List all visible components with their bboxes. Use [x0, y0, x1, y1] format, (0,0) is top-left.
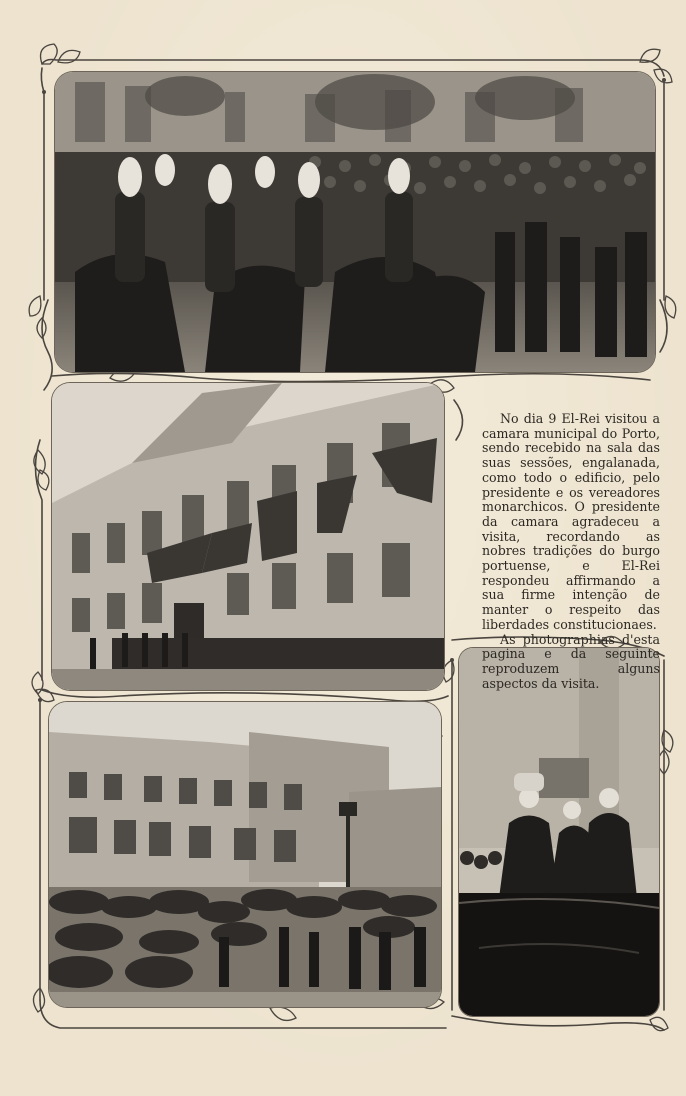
caption-paragraph-visit: No dia 9 El-Rei visitou a camara municipal do Porto, sendo recebido na sala das suas sessões, engalanada, como todo o edificio, pelo presidente e os vereadores monarchicos. O presidente da camara agradeceu a visita, recordando as nobres tradições do burgo portuense, e El-Rei respondeu affirmando a sua firme intenção de manter o respeito das liberdades constitucionaes. — [482, 411, 660, 632]
photo-town-hall-facade — [52, 383, 444, 690]
photo-square-umbrellas — [49, 702, 441, 1007]
caption-paragraph-photographs: As photographias d'esta pagina e da seguinte reproduzem alguns aspectos da visita. — [482, 631, 660, 691]
article-caption — [482, 412, 660, 691]
photo-king-carriage — [459, 648, 659, 1016]
photo-cavalry-procession — [55, 72, 655, 372]
